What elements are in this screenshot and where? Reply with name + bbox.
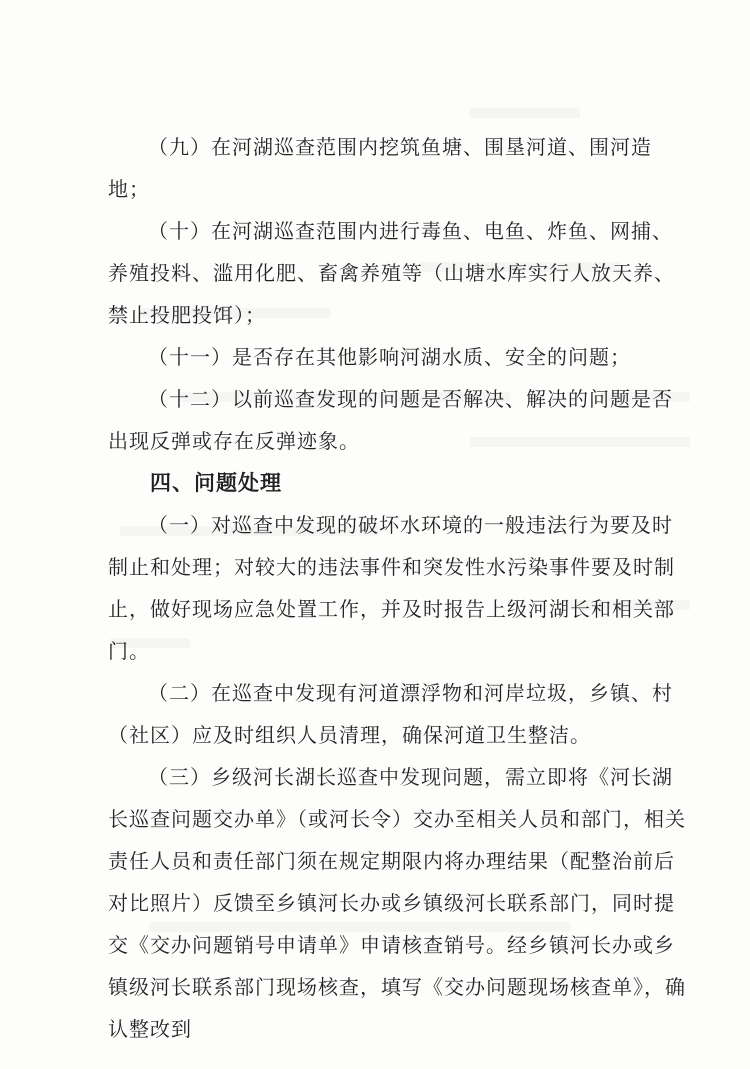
handling-paragraph-2: （二）在巡查中发现有河道漂浮物和河岸垃圾，乡镇、村（社区）应及时组织人员清理，确保河道卫生整洁。 [108,681,673,747]
paragraph-12: （十二）以前巡查发现的问题是否解决、解决的问题是否出现反弹或存在反弹迹象。 [108,387,673,453]
paragraph-9: （九）在河湖巡查范围内挖筑鱼塘、围垦河道、围河造地； [108,135,652,201]
handling-paragraph-1: （一）对巡查中发现的破坏水环境的一般违法行为要及时制止和处理；对较大的违法事件和突发性水污染事件要及时制止，做好现场应急处置工作，并及时报告上级河湖长和相关部门。 [108,513,675,663]
handling-paragraph-3: （三）乡级河长湖长巡查中发现问题，需立即将《河长湖长巡查问题交办单》（或河长令）交办至相关人员和部门，相关责任人员和责任部门须在规定期限内将办理结果（配整治前后对比照片）反馈至乡镇河长办或乡镇级河长联系部门，同时提交《交办问题销号申请单》申请核查销号。经乡镇河长办或乡镇级河长联系部门现场核查，填写《交办问题现场核查单》，确认整改到 [108,765,686,1041]
paragraph-10: （十）在河湖巡查范围内进行毒鱼、电鱼、炸鱼、网捕、养殖投料、滥用化肥、畜禽养殖等（山塘水库实行人放天养、禁止投肥投饵）； [108,219,675,327]
document-body [108,126,693,1050]
paragraph-11: （十一）是否存在其他影响河湖水质、安全的问题； [148,345,631,369]
section-heading-problem-handling: 四、问题处理 [150,471,282,495]
